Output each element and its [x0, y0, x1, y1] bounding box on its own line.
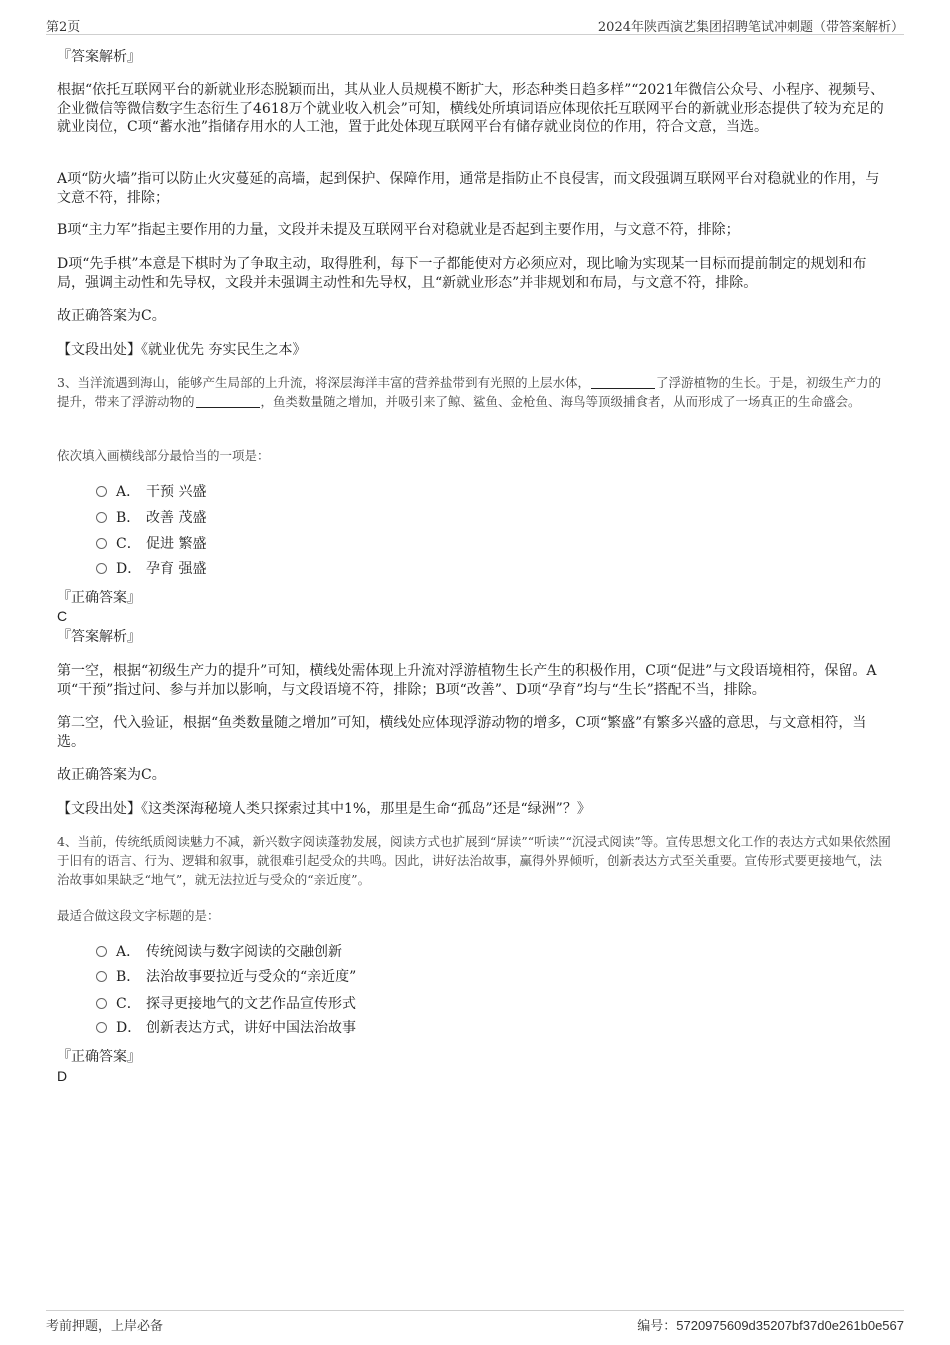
- q2-analysis-paragraph-3: B项“主力军”指起主要作用的力量，文段并未提及互联网平台对稳就业是否起到主要作用，与文意不符，排除；: [57, 222, 740, 238]
- page-number: 第2页: [46, 20, 81, 35]
- q2-conclusion: 故正确答案为C。: [57, 308, 166, 324]
- q3-answer-label: 『正确答案』: [57, 590, 141, 606]
- q4-answer: D: [57, 1068, 68, 1084]
- q3-stem-part-1: 3、当洋流遇到海山，能够产生局部的上升流，将深层海洋丰富的营养盐带到有光照的上层水体，: [57, 375, 590, 390]
- q3-source: 【文段出处】《这类深海秘境人类只探索过其中1%，那里是生命“孤岛”还是“绿洲”？》: [57, 801, 591, 817]
- q3-option-c[interactable]: C． 促进 繁盛: [96, 534, 206, 554]
- q3-stem-part-3: ，鱼类数量随之增加，并吸引来了鲸、鲨鱼、金枪鱼、海鸟等顶级捕食者，从而形成了一场真正的生命盛会。: [260, 394, 861, 409]
- q3-prompt: 依次填入画横线部分最恰当的一项是：: [57, 448, 270, 463]
- q3-answer: C: [57, 608, 68, 624]
- q3-option-b[interactable]: B． 改善 茂盛: [96, 508, 206, 528]
- q4-option-d[interactable]: D． 创新表达方式，讲好中国法治故事: [96, 1018, 356, 1038]
- q3-blank-1: [591, 376, 655, 389]
- radio-icon[interactable]: [96, 512, 107, 523]
- q3-option-a[interactable]: A． 干预 兴盛: [96, 482, 206, 502]
- document-title: 2024年陕西演艺集团招聘笔试冲刺题（带答案解析）: [597, 20, 904, 35]
- q4-option-c[interactable]: C． 探寻更接地气的文艺作品宣传形式: [96, 994, 356, 1014]
- q3-option-d[interactable]: D． 孕育 强盛: [96, 559, 206, 579]
- q3-analysis-label: 『答案解析』: [57, 629, 141, 645]
- radio-icon[interactable]: [96, 1022, 107, 1033]
- q3-analysis-paragraph-1: 第一空，根据“初级生产力的提升”可知，横线处需体现上升流对浮游植物生长产生的积极作用，C项“促进”与文段语境相符，保留。A项“干预”指过问、参与并加以影响，与文段语境不符，排除；B项“改善”、D项“孕育”均与“生长”搭配不当，排除。: [57, 663, 877, 698]
- q4-answer-label: 『正确答案』: [57, 1049, 141, 1065]
- q3-stem: [57, 373, 893, 411]
- q2-analysis-paragraph-2: A项“防火墙”指可以防止火灾蔓延的高墙，起到保护、保障作用，通常是指防止不良侵害，而文段强调互联网平台对稳就业的作用，与文意不符，排除；: [57, 171, 880, 206]
- radio-icon[interactable]: [96, 486, 107, 497]
- radio-icon[interactable]: [96, 946, 107, 957]
- radio-icon[interactable]: [96, 971, 107, 982]
- page-footer: [46, 1310, 904, 1333]
- q2-source: 【文段出处】《就业优先 夯实民生之本》: [57, 342, 307, 358]
- footer-slogan: 考前押题，上岸必备: [46, 1319, 164, 1334]
- q3-blank-2: [196, 395, 260, 408]
- q4-stem: 4、当前，传统纸质阅读魅力不减，新兴数字阅读蓬勃发展，阅读方式也扩展到“屏读”“听读”“沉浸式阅读”等。宣传思想文化工作的表达方式如果依然囿于旧有的语言、行为、逻辑和叙事，就很难引起受众的共鸣。因此，讲好法治故事，赢得外界倾听，创新表达方式至关重要。宣传形式要更接地气，法治故事如果缺乏“地气”，就无法拉近与受众的“亲近度”。: [57, 834, 891, 887]
- q3-analysis-paragraph-2: 第二空，代入验证，根据“鱼类数量随之增加”可知，横线处应体现浮游动物的增多，C项“繁盛”有繁多兴盛的意思，与文意相符，当选。: [57, 715, 867, 750]
- q2-analysis-paragraph-1: 根据“依托互联网平台的新就业形态脱颖而出，其从业人员规模不断扩大，形态种类日趋多样”“2021年微信公众号、小程序、视频号、企业微信等微信数字生态衍生了4618万个就业收入机会”可知，横线处所填词语应体现依托互联网平台的新就业形态提供了较为充足的就业岗位，C项“蓄水池”指储存用水的人工池，置于此处体现互联网平台有储存就业岗位的作用，符合文意，当选。: [57, 82, 885, 135]
- q2-analysis-label: 『答案解析』: [57, 49, 141, 65]
- q4-prompt: 最适合做这段文字标题的是：: [57, 908, 220, 923]
- q4-option-a[interactable]: A． 传统阅读与数字阅读的交融创新: [96, 942, 342, 962]
- radio-icon[interactable]: [96, 998, 107, 1009]
- q4-option-b[interactable]: B． 法治故事要拉近与受众的“亲近度”: [96, 967, 356, 987]
- radio-icon[interactable]: [96, 538, 107, 549]
- page-header: [46, 14, 904, 35]
- q2-analysis-paragraph-4: D项“先手棋”本意是下棋时为了争取主动，取得胜利，每下一子都能使对方必须应对，现比喻为实现某一目标而提前制定的规划和布局，强调主动性和先导权，文段并未强调主动性和先导权，且“新就业形态”并非规划和布局，与文意不符，排除。: [57, 256, 867, 291]
- q3-conclusion: 故正确答案为C。: [57, 767, 166, 783]
- radio-icon[interactable]: [96, 563, 107, 574]
- document-code: 编号：5720975609d35207bf37d0e261b0e567: [637, 1318, 904, 1333]
- q3-stem-part-2: 了浮游植物的生长。于是，初级生产力的提升，带来了浮游动物的: [57, 375, 881, 409]
